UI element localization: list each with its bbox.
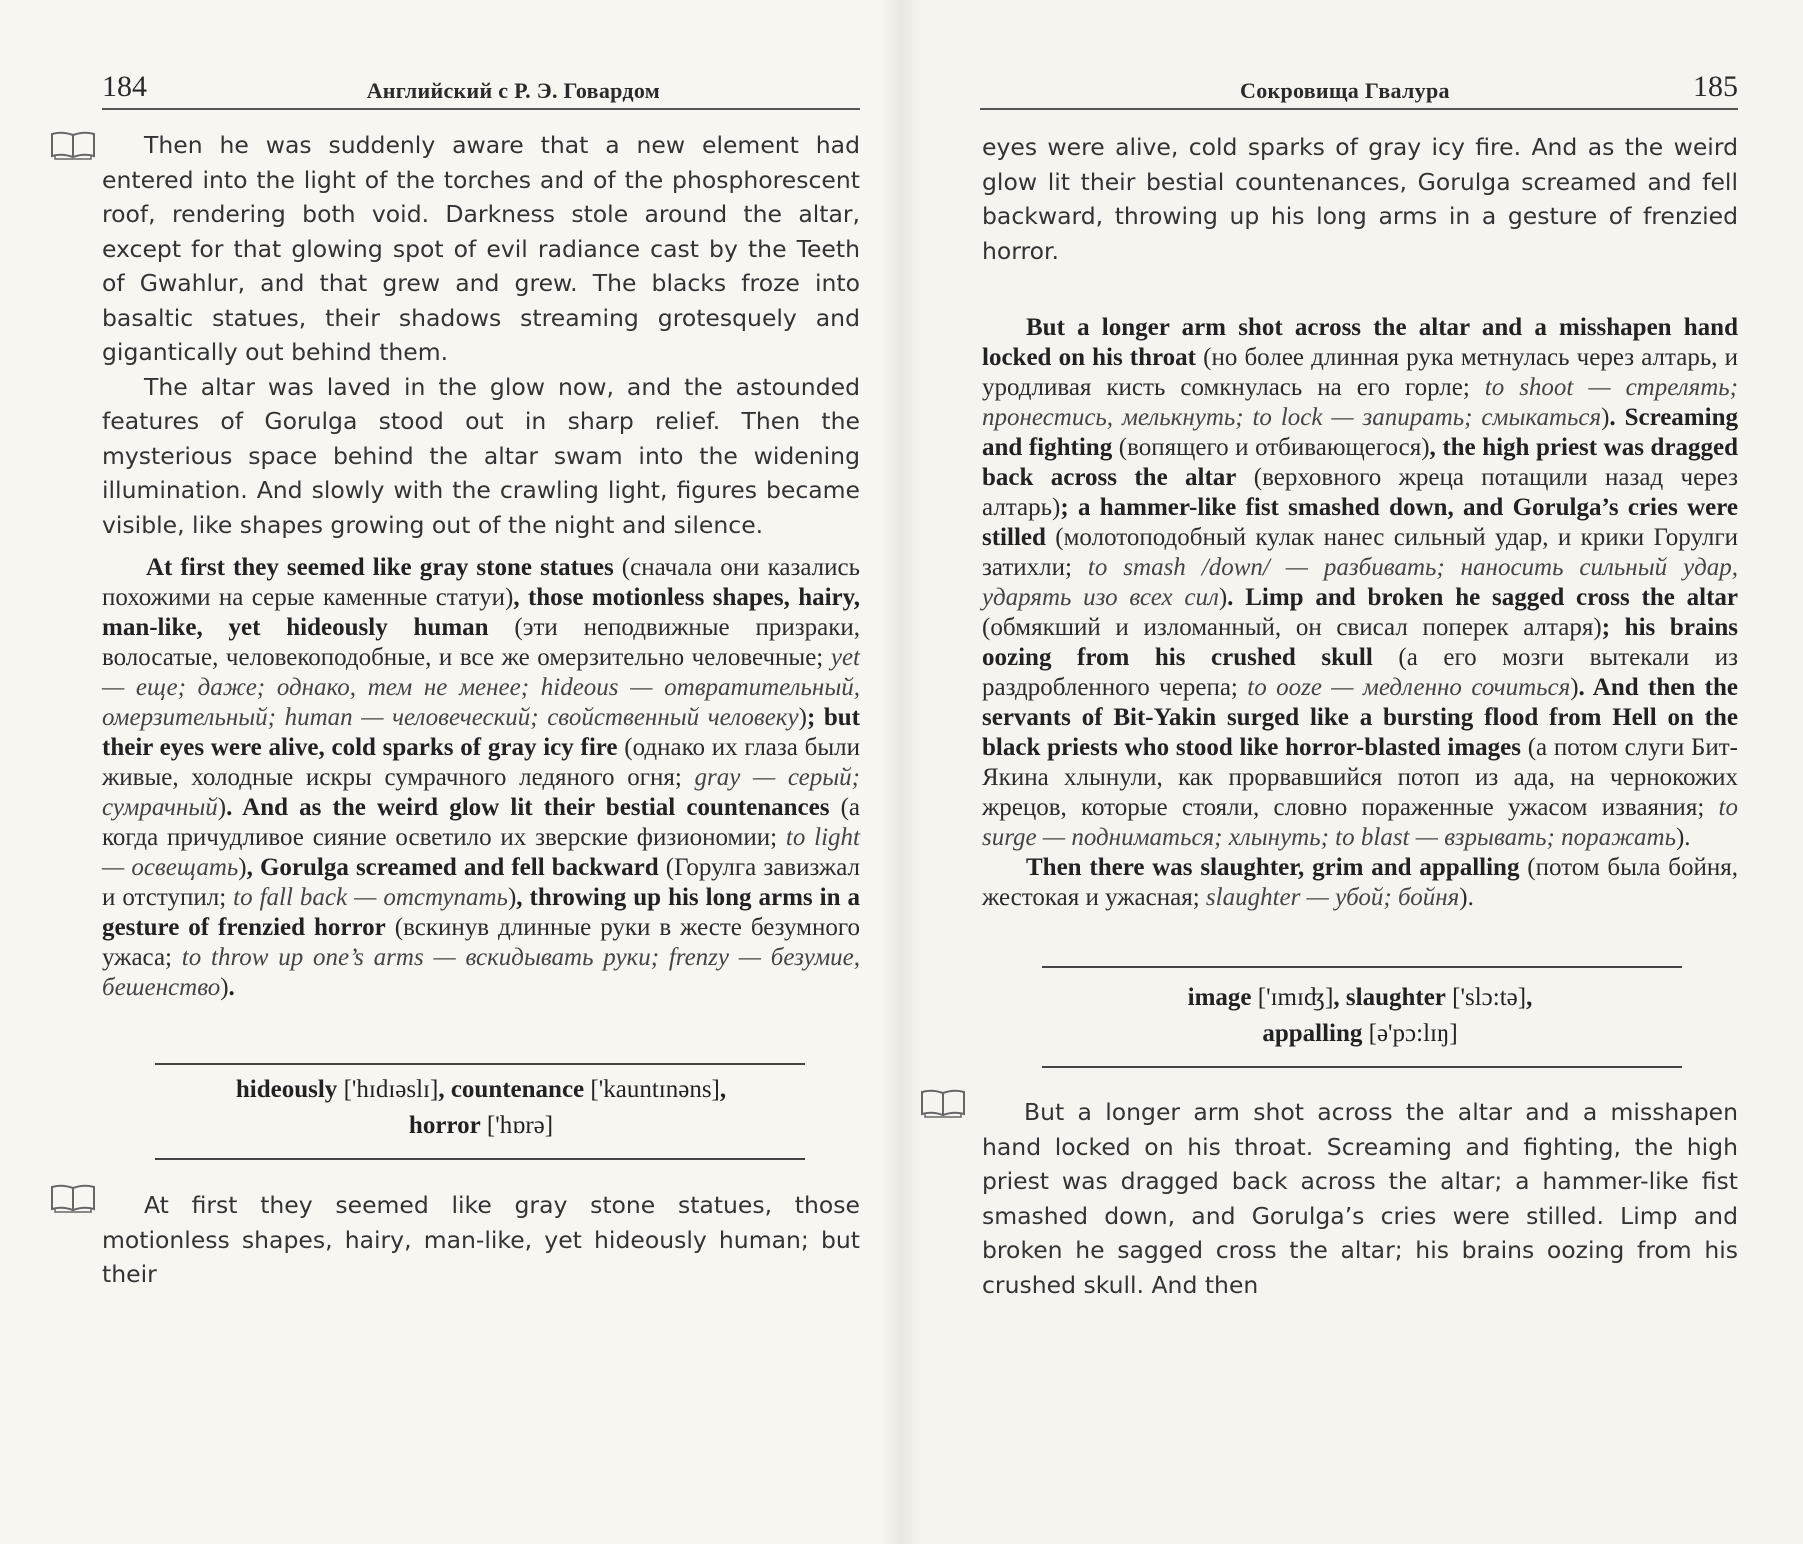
vocab-rule-bottom (155, 1158, 805, 1160)
translation-text: (верховного жреца потащили назад через алтарь) (982, 464, 1739, 521)
vocab-gloss: to ooze — медленно сочиться (1247, 674, 1571, 701)
translation-text: (а его мозги вытекали из раздробленного черепа; (982, 644, 1738, 701)
vocab-separator: , (1526, 984, 1533, 1011)
translation-text: (а когда причудливое сияние осветило их зверские физиономии; (102, 794, 861, 851)
translation-text: (а потом слуги Бит-Якина хлынули, как прорвавшийся потоп из ада, на чернокожих жрецов, которые стояли, словно пораженные ужасом изваяния; (982, 734, 1738, 821)
vocab-transcription: ['hɪdɪəslɪ] (337, 1076, 439, 1103)
open-book-icon (920, 1088, 966, 1118)
translation-text: (однако их глаза были живые, холодные искры сумрачного ледяного огня; (102, 734, 860, 791)
vocab-gloss: to throw up one’s arms — вскидывать руки; frenzy — безумие, бешенство (102, 944, 860, 1001)
open-book-icon (50, 130, 96, 160)
annotated-passage-2 (982, 313, 1738, 913)
translation-text: ) (507, 884, 517, 911)
vocab-transcription: ['ɪmɪʤ] (1251, 984, 1334, 1011)
vocab-word: image (1187, 984, 1252, 1011)
translation-text: ) (217, 794, 227, 821)
vocab-word: slaughter (1345, 984, 1446, 1011)
reading-passage-continued (982, 130, 1738, 268)
vocab-word: appalling (1262, 1020, 1363, 1047)
annotated-paragraph (102, 553, 860, 1003)
reading-passage-3 (982, 1095, 1738, 1302)
vocab-transcription: ['slɔ:tə] (1445, 984, 1527, 1011)
vocab-gloss: slaughter — убой; бойня (1205, 884, 1460, 911)
vocab-rule-top (1042, 966, 1682, 968)
open-book-icon (50, 1183, 96, 1213)
annotated-paragraph (982, 313, 1738, 853)
translation-text: (вопящего и отбивающегося) (1112, 434, 1430, 461)
vocab-transcription: ['kauntɪnəns] (584, 1076, 720, 1103)
english-phrase: , the high priest was dragged back across the altar (982, 434, 1738, 491)
translation-text: (молотоподобный кулак нанес сильный удар, и крики Горулги затихли; (982, 524, 1738, 581)
vocab-separator: , (719, 1076, 727, 1103)
english-phrase: ; but their eyes were alive, cold sparks of gray icy fire (102, 704, 860, 761)
right-header (980, 60, 1738, 104)
vocab-box-2 (982, 980, 1738, 1052)
english-phrase: ; a hammer-like fist smashed down, and Gorulga’s cries were stilled (982, 494, 1738, 551)
reading-paragraph: But a longer arm shot across the altar and a misshapen hand locked on his throat. Screaming and fighting, the high priest was dragged back across the altar; a hammer-like fist smashed down, and Gorulga’s cries were stilled. Limp and broken he sagged cross the altar; his brains oozing from his crushed skull. And then (982, 1098, 1738, 1299)
english-phrase: , Gorulga screamed and fell backward (246, 854, 659, 881)
vocab-word: hideously (235, 1076, 338, 1103)
translation-text: (потом была бойня, жестокая и ужасная; (982, 854, 1738, 911)
reading-paragraph: The altar was laved in the glow now, and the astounded features of Gorulga stood out in sharp relief. Then the mysterious space behind the altar swam into the widening illumination. And slowly with the crawling light, figures became visible, like shapes growing out of the night and silence. (102, 372, 860, 539)
english-phrase: At first they seemed like gray stone statues (146, 554, 614, 581)
vocab-line (102, 1072, 860, 1108)
translation-text: ) (1601, 404, 1610, 431)
vocab-gloss: gray — серый; сумрачный (102, 764, 860, 821)
vocab-gloss: to light — освещать (102, 824, 860, 881)
vocab-gloss: yet — еще; даже; однако, тем не менее; hideous — отвратительный, омерзительный; human — человеческий; свойственный человеку (102, 644, 860, 731)
vocab-gloss: to shoot — стрелять; пронестись, мелькнуть; to lock — запирать; смыкаться (982, 374, 1738, 431)
vocab-separator: , (1333, 984, 1346, 1011)
english-phrase: Then there was slaughter, grim and appalling (1026, 854, 1520, 881)
translation-text: (эти неподвижные призраки, волосатые, человекоподобные, и все же омерзительно человечные; (102, 614, 860, 671)
translation-text: ). (1675, 824, 1691, 851)
right-page (900, 0, 1803, 1544)
left-page (0, 0, 900, 1544)
vocab-transcription: ['hɒrə] (480, 1112, 554, 1139)
english-phrase: . And then the servants of Bit-Yakin surged like a bursting flood from Hell on the black priests who stood like horror-blasted images (982, 674, 1738, 761)
english-phrase: , those motionless shapes, hairy, man-like, yet hideously human (102, 584, 861, 641)
english-phrase: . (228, 974, 235, 1001)
translation-text: ) (238, 854, 247, 881)
translation-text: ). (1459, 884, 1474, 911)
page-number: 184 (102, 70, 147, 103)
vocab-line (982, 1016, 1738, 1052)
english-phrase: . Screaming and fighting (982, 404, 1738, 461)
annotated-passage-1 (102, 553, 860, 1003)
english-phrase: , throwing up his long arms in a gesture of frenzied horror (102, 884, 860, 941)
left-header (102, 60, 860, 104)
header-rule (102, 108, 860, 110)
running-title: Английский с Р. Э. Говардом (366, 78, 660, 103)
translation-text: (Горулга завизжал и отступил; (102, 854, 860, 911)
vocab-gloss: to surge — подниматься; хлынуть; to blast — взрывать; поражать (982, 794, 1738, 851)
english-phrase: ; his brains oozing from his crushed skull (982, 614, 1738, 671)
vocab-transcription: [ə'pɔ:lɪŋ] (1362, 1020, 1458, 1047)
english-phrase: But a longer arm shot across the altar and a misshapen hand locked on his throat (982, 314, 1738, 371)
reading-paragraph: At first they seemed like gray stone statues, those motionless shapes, hairy, man-like, yet hideously human; but their (102, 1191, 860, 1288)
translation-text: ) (1570, 674, 1579, 701)
page-number: 185 (1693, 70, 1738, 103)
translation-text: (но более длинная рука метнулась через алтарь, и уродливая кисть сомкнулась на его горле; (982, 344, 1738, 401)
translation-text: ) (1218, 584, 1228, 611)
english-phrase: . And as the weird glow lit their bestial countenances (226, 794, 830, 821)
running-title: Сокровища Гвалура (1240, 78, 1450, 103)
reading-paragraph: Then he was suddenly aware that a new element had entered into the light of the torches and of the phosphorescent roof, rendering both void. Darkness stole around the altar, except for that glowing spot of evil radiance cast by the Teeth of Gwahlur, and that grew and grew. The blacks froze into basaltic statues, their shadows streaming grotesquely and gigantically out behind them. (102, 131, 860, 366)
reading-paragraph: eyes were alive, cold sparks of gray icy fire. And as the weird glow lit their bestial countenances, Gorulga screamed and fell backward, throwing up his long arms in a gesture of frenzied horror. (982, 133, 1738, 265)
vocab-line (102, 1108, 860, 1144)
translation-text: (вскинув длинные руки в жесте безумного ужаса; (102, 914, 861, 971)
vocab-word: countenance (450, 1076, 585, 1103)
reading-passage-1 (102, 128, 860, 542)
book-gutter (880, 0, 920, 1544)
vocab-line (982, 980, 1738, 1016)
translation-text: (обмякший и изломанный, он свисал поперек алтаря) (982, 614, 1602, 641)
vocab-rule-bottom (1042, 1066, 1682, 1068)
reading-passage-2 (102, 1188, 860, 1292)
english-phrase: . Limp and broken he sagged cross the altar (1227, 584, 1738, 611)
annotated-paragraph (982, 853, 1738, 913)
vocab-rule-top (155, 1063, 805, 1065)
translation-text: ) (220, 974, 229, 1001)
translation-text: ) (798, 704, 807, 731)
header-rule (980, 108, 1738, 110)
vocab-box-1 (102, 1072, 860, 1144)
vocab-separator: , (438, 1076, 451, 1103)
vocab-gloss: to fall back — отступать (233, 884, 508, 911)
translation-text: (сначала они казались похожими на серые каменные статуи) (102, 554, 860, 611)
vocab-gloss: to smash /down/ — разбивать; наносить сильный удар, ударять изо всех сил (982, 554, 1738, 611)
vocab-word: horror (408, 1112, 481, 1139)
